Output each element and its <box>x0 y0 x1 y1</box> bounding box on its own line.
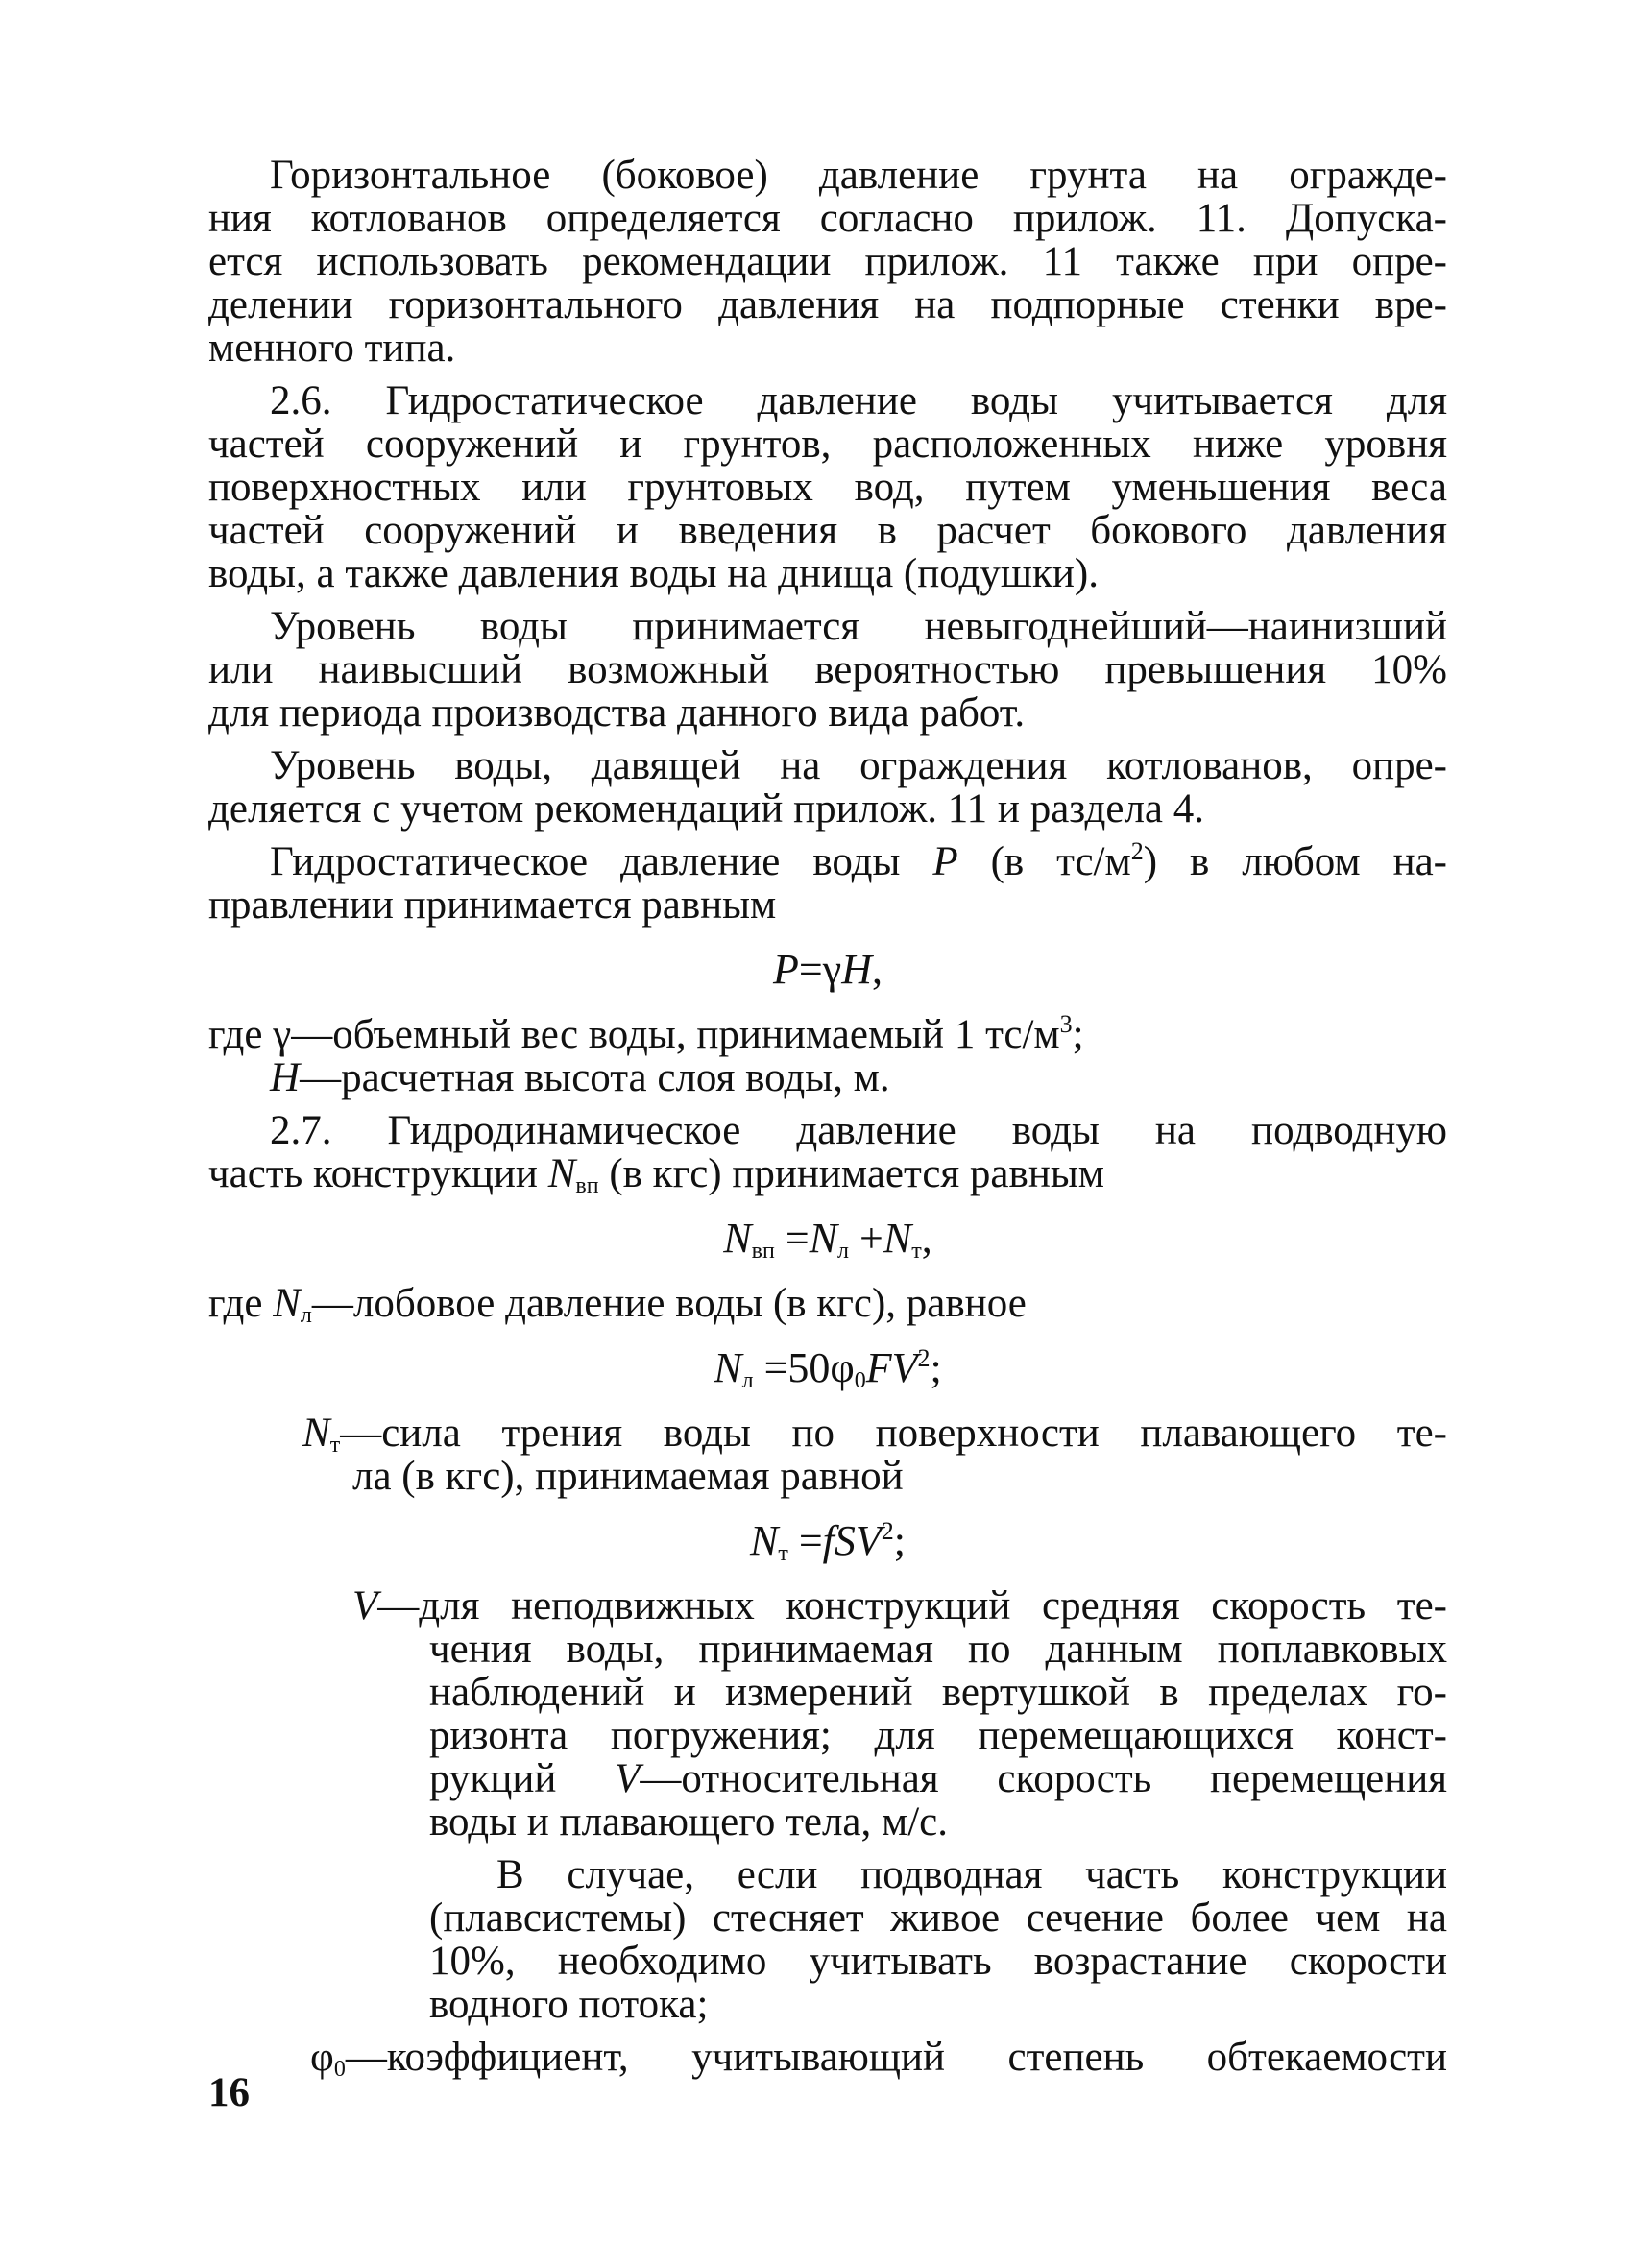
text-span: где <box>208 1281 274 1326</box>
text-line: воды, а также давления воды на днища (подушки). <box>208 551 1099 596</box>
subscript: 0 <box>333 2057 346 2082</box>
symbol-P: P <box>932 839 958 884</box>
formula-friction <box>208 1517 1447 1566</box>
text-span: —лобовое давление воды (в кгс), равное <box>311 1281 1027 1326</box>
text-line: 10%, необходимо учитывать возрастание скорости <box>429 1939 1447 1984</box>
subscript: т <box>329 1433 341 1458</box>
subscript: л <box>741 1368 754 1393</box>
symbol-fSV: fSV <box>822 1517 882 1564</box>
text-span: (в кгс) принимается равным <box>598 1151 1104 1196</box>
formula-hydrodynamic <box>208 1215 1447 1264</box>
text-line: ризонта погружения; для перемещающихся конст- <box>429 1713 1447 1758</box>
text-span: рукций <box>429 1756 616 1801</box>
text-line: 2.6. Гидростатическое давление воды учитывается для <box>270 378 1447 423</box>
text-span: —объемный вес воды, принимаемый 1 тс/м <box>291 1012 1060 1057</box>
text-span: —коэффициент, учитывающий степень обтекаемости <box>345 2035 1447 2080</box>
text-line: для периода производства данного вида работ. <box>208 690 1026 736</box>
symbol-N: N <box>273 1281 301 1326</box>
text-line <box>208 1056 1447 1099</box>
document-page <box>208 154 1447 2170</box>
plus: + <box>849 1215 883 1262</box>
text-span: —для неподвижных конструкций средняя скорость те- <box>377 1583 1447 1629</box>
subscript: 0 <box>854 1368 866 1393</box>
text-line: деляется с учетом рекомендаций прилож. 11 и раздела 4. <box>208 786 1204 832</box>
symbol-V: V <box>352 1583 378 1629</box>
definition-Nt <box>208 1411 1447 1498</box>
text-line <box>208 1411 1447 1458</box>
symbol-N: N <box>883 1215 912 1262</box>
text-line: ла (в кгс), принимаемая равной <box>352 1454 904 1499</box>
paragraph-water-level <box>208 605 1447 735</box>
text-line: поверхностных или грунтовых вод, путем уменьшения веса <box>208 465 1447 510</box>
formula-frontal-pressure <box>208 1344 1447 1393</box>
symbol-H: H <box>841 946 872 993</box>
text-span: Гидростатическое давление воды <box>270 839 933 884</box>
subscript: т <box>911 1239 922 1264</box>
punct: , <box>871 946 883 993</box>
equals: = <box>774 1215 810 1262</box>
punct: ; <box>930 1344 942 1391</box>
text-span: —расчетная высота слоя воды, м. <box>300 1055 890 1100</box>
paragraph-in-case <box>208 1853 1447 2026</box>
subscript: вп <box>751 1239 775 1264</box>
punct: , <box>921 1215 932 1262</box>
text-line: Горизонтальное (боковое) давление грунта на огражде- <box>270 153 1447 198</box>
text-line: 2.7. Гидродинамическое давление воды на подводную <box>270 1108 1447 1153</box>
symbol-N: N <box>723 1215 752 1262</box>
paragraph-2-7 <box>208 1108 1447 1198</box>
text-line: делении горизонтального давления на подпорные стенки вре- <box>208 282 1447 327</box>
text-line: менного типа. <box>208 326 456 371</box>
text-line: Уровень воды, давящей на ограждения котлованов, опре- <box>270 743 1447 788</box>
symbol-V: V <box>615 1756 641 1801</box>
superscript: 2 <box>881 1517 894 1545</box>
text-line: или наивысший возможный вероятностью превышения 10% <box>208 647 1447 692</box>
formula-hydrostatic <box>208 948 1447 992</box>
paragraph-excavation-water <box>208 744 1447 831</box>
equals: = <box>798 946 823 993</box>
text-line: чения воды, принимаемая по данным поплавковых <box>429 1627 1447 1672</box>
punct: ; <box>893 1517 907 1564</box>
symbol-N: N <box>714 1344 742 1391</box>
text-span: —относительная скорость перемещения <box>640 1756 1447 1801</box>
text-line: частей сооружений и грунтов, расположенных ниже уровня <box>208 422 1447 467</box>
subscript: вп <box>575 1173 599 1198</box>
symbol-H: H <box>270 1055 301 1100</box>
symbol-FV: FV <box>865 1344 918 1391</box>
text-span: часть конструкции <box>208 1151 548 1196</box>
symbol-N: N <box>749 1517 779 1564</box>
subscript: т <box>778 1541 788 1566</box>
paragraph-lateral-pressure <box>208 154 1447 370</box>
symbol-gamma: γ <box>822 946 842 993</box>
text-line: ния котлованов определяется согласно прилож. 11. Допуска- <box>208 196 1447 241</box>
symbol-P: P <box>773 946 799 993</box>
text-line <box>208 1151 1447 1198</box>
text-span: где <box>208 1012 274 1057</box>
text-line: ется использовать рекомендации прилож. 11 также при опре- <box>208 239 1447 284</box>
text-line: В случае, если подводная часть конструкции <box>496 1852 1447 1897</box>
text-span: (в тс/м <box>957 839 1131 884</box>
text-line: частей сооружений и введения в расчет бокового давления <box>208 508 1447 553</box>
where-block-1 <box>208 1010 1447 1100</box>
superscript: 3 <box>1059 1010 1073 1038</box>
text-line: (плавсистемы) стесняет живое сечение более чем на <box>429 1895 1447 1941</box>
text-span: —сила трения воды по поверхности плавающего те- <box>340 1411 1447 1456</box>
text-line: наблюдений и измерений вертушкой в пределах го- <box>429 1670 1447 1715</box>
subscript: л <box>837 1239 850 1264</box>
symbol-phi: φ <box>310 2035 334 2080</box>
symbol-N: N <box>302 1411 330 1456</box>
text-span: ) в любом на- <box>1143 839 1447 884</box>
text-line: Уровень воды принимается невыгоднейший—наинизший <box>270 604 1447 649</box>
text-line <box>208 1757 1447 1800</box>
symbol-N: N <box>547 1151 576 1196</box>
text-line <box>208 1584 1447 1628</box>
page-number: 16 <box>208 2070 250 2115</box>
equals: = <box>787 1517 823 1564</box>
subscript: л <box>300 1303 312 1328</box>
symbol-gamma: γ <box>273 1012 292 1057</box>
superscript: 2 <box>1130 837 1144 865</box>
definition-phi0 <box>208 2035 1447 2082</box>
text-span: ; <box>1072 1012 1084 1057</box>
text-line <box>208 837 1447 884</box>
text-line: воды и плавающего тела, м/с. <box>429 1799 948 1845</box>
paragraph-2-6 <box>208 379 1447 595</box>
text-line: правлении принимается равным <box>208 882 777 928</box>
where-block-2 <box>208 1281 1447 1328</box>
definition-V <box>208 1584 1447 1844</box>
formula-text: =50φ <box>753 1344 855 1391</box>
text-line: водного потока; <box>429 1982 709 2027</box>
symbol-N: N <box>809 1215 838 1262</box>
text-line <box>208 1010 1447 1057</box>
paragraph-hydrostatic <box>208 837 1447 928</box>
superscript: 2 <box>917 1344 931 1372</box>
